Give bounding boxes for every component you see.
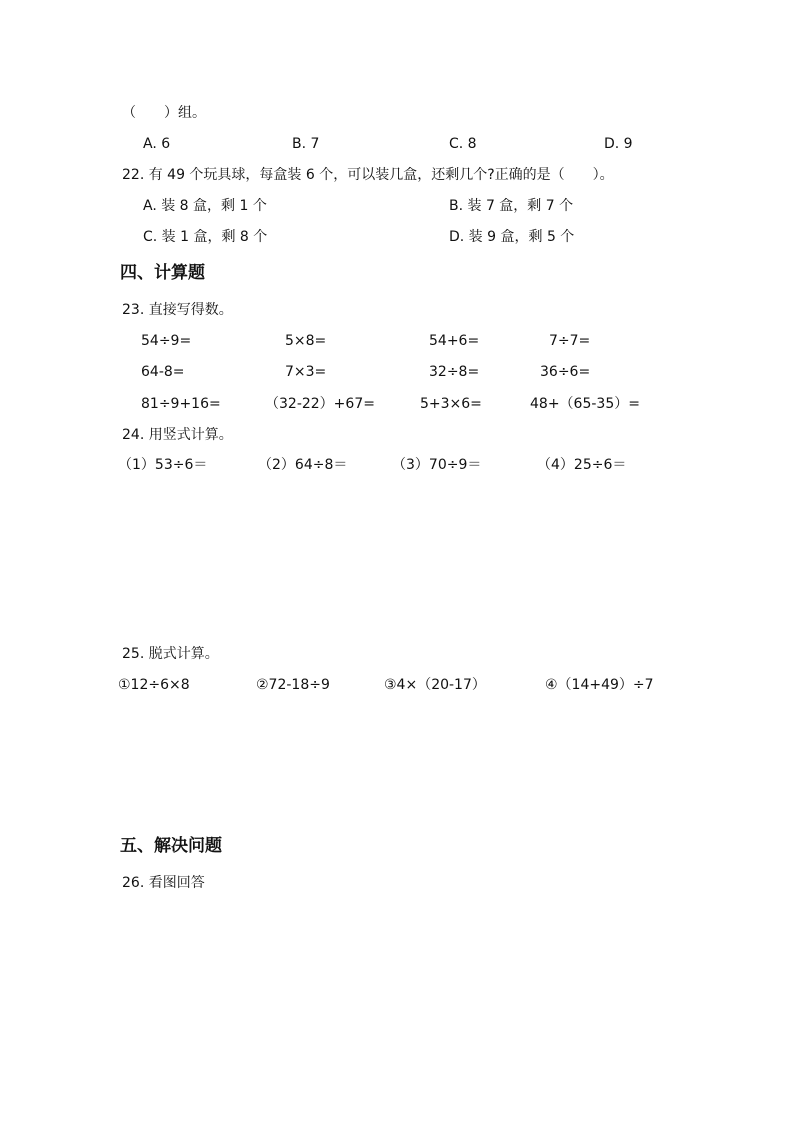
q23-item: 7÷7= (549, 333, 591, 349)
q23-item: （32-22）+67= (265, 396, 375, 412)
q22-option-b: B. 装 7 盒，剩 7 个 (449, 198, 574, 214)
q24-stem: 24. 用竖式计算。 (122, 427, 233, 443)
q23-item: 54+6= (429, 333, 480, 349)
q25-item: ③4×（20-17） (384, 677, 486, 693)
q24-item: （3）70÷9＝ (392, 457, 482, 473)
q23-item: 5+3×6= (420, 396, 482, 412)
q25-stem: 25. 脱式计算。 (122, 646, 219, 662)
q22-option-a: A. 装 8 盒，剩 1 个 (143, 198, 267, 214)
q24-item: （2）64÷8＝ (258, 457, 348, 473)
q23-stem: 23. 直接写得数。 (122, 302, 233, 318)
q23-item: 32÷8= (429, 364, 480, 380)
q25-item: ④（14+49）÷7 (545, 677, 654, 693)
q21-option-d: D. 9 (604, 136, 633, 152)
q23-item: 5×8= (285, 333, 327, 349)
q24-item: （1）53÷6＝ (118, 457, 208, 473)
q21-answer-blank: （ ）组。 (122, 105, 206, 121)
q22-option-d: D. 装 9 盒，剩 5 个 (449, 229, 575, 245)
q21-option-a: A. 6 (143, 136, 171, 152)
q23-item: 54÷9= (141, 333, 192, 349)
q24-item: （4）25÷6＝ (537, 457, 627, 473)
q21-option-b: B. 7 (292, 136, 320, 152)
q26-stem: 26. 看图回答 (122, 875, 205, 891)
q21-option-c: C. 8 (449, 136, 477, 152)
q23-item: 81÷9+16= (141, 396, 221, 412)
q23-item: 7×3= (285, 364, 327, 380)
q23-item: 64-8= (141, 364, 185, 380)
section-5-heading: 五、解决问题 (120, 836, 222, 856)
q22-option-c: C. 装 1 盒，剩 8 个 (143, 229, 268, 245)
q23-item: 48+（65-35）= (530, 396, 640, 412)
q25-item: ②72-18÷9 (256, 677, 330, 693)
q23-item: 36÷6= (540, 364, 591, 380)
section-4-heading: 四、计算题 (120, 263, 205, 283)
q22-stem: 22. 有 49 个玩具球，每盒装 6 个，可以装几盒，还剩几个?正确的是（ ）。 (122, 167, 614, 183)
q25-item: ①12÷6×8 (118, 677, 190, 693)
